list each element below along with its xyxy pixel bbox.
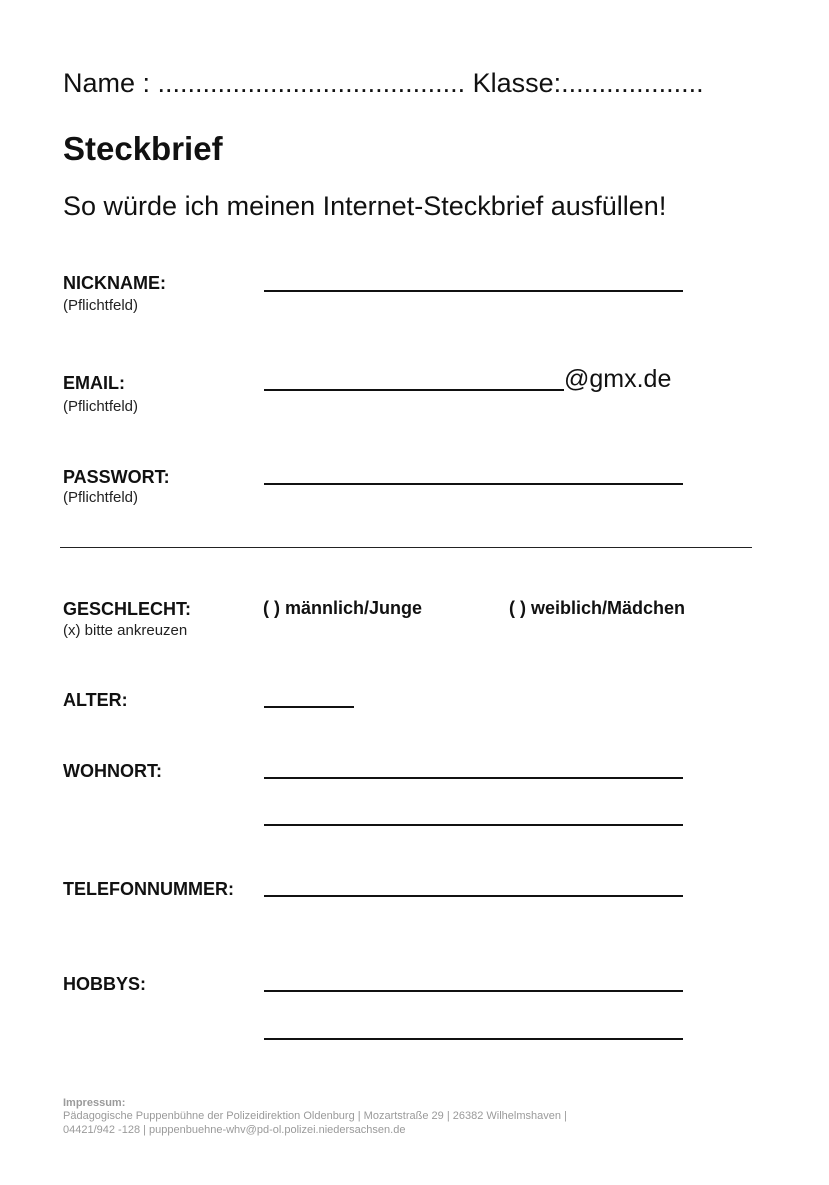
footer-address: Pädagogische Puppenbühne der Polizeidirektion Oldenburg | Mozartstraße 29 | 26382 Wilhelmshaven | [63,1110,567,1122]
password-label: PASSWORT: [63,467,170,487]
footer-heading: Impressum: [63,1097,126,1109]
gender-label: GESCHLECHT: [63,599,192,619]
nickname-label: NICKNAME: [63,273,166,293]
hobbies-field-line-2[interactable] [264,1038,683,1040]
email-hint: (Pflichtfeld) [63,398,139,415]
email-label: EMAIL: [63,373,125,393]
nickname-hint: (Pflichtfeld) [63,297,139,314]
email-field[interactable] [264,389,564,391]
phone-field[interactable] [264,895,683,897]
residence-label: WOHNORT: [63,761,162,781]
gender-hint: (x) bitte ankreuzen [63,622,188,639]
gender-option-female[interactable]: ( ) weiblich/Mädchen [509,598,686,618]
footer-contact: 04421/942 -128 | puppenbuehne-whv@pd-ol.polizei.niedersachsen.de [63,1124,406,1136]
password-field[interactable] [264,483,683,485]
email-domain-suffix: @gmx.de [564,365,672,393]
residence-field-line-2[interactable] [264,824,683,826]
age-field[interactable] [264,706,354,708]
hobbies-field-line-1[interactable] [264,990,683,992]
age-label: ALTER: [63,690,128,710]
hobbies-label: HOBBYS: [63,974,147,994]
page-subtitle: So würde ich meinen Internet-Steckbrief ausfüllen! [63,191,667,221]
password-hint: (Pflichtfeld) [63,489,139,506]
phone-label: TELEFONNUMMER: [63,879,234,899]
residence-field-line-1[interactable] [264,777,683,779]
name-class-line: Name : ......................................... Klasse:................... [63,68,704,98]
gender-option-male[interactable]: ( ) männlich/Junge [263,598,423,618]
section-divider [60,547,752,548]
nickname-field[interactable] [264,290,683,292]
page-title: Steckbrief [63,130,223,167]
